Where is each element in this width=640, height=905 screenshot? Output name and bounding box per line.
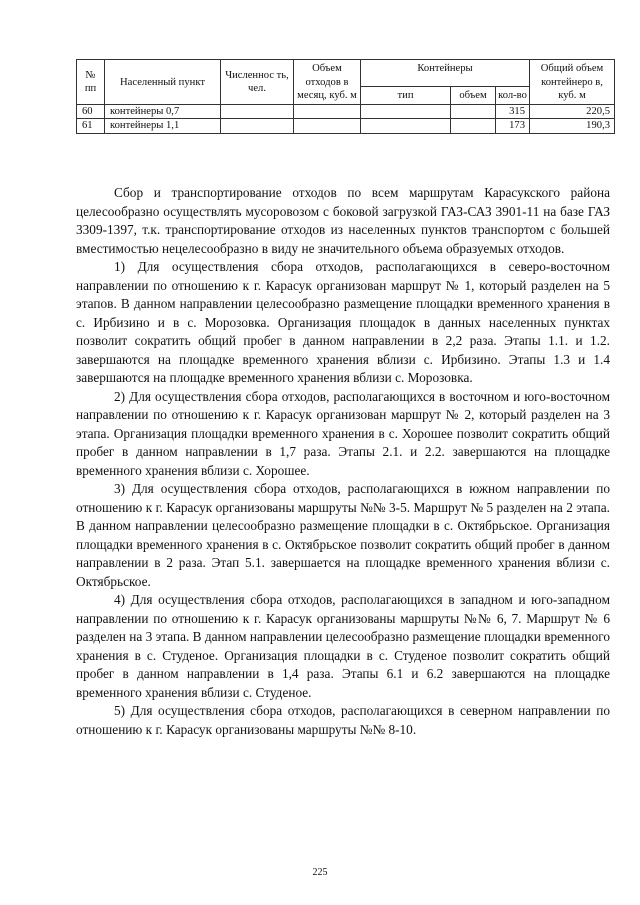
cell-num: 60 bbox=[77, 105, 105, 119]
cell-waste-volume bbox=[294, 119, 361, 133]
header-containers: Контейнеры bbox=[361, 60, 530, 87]
page-number: 225 bbox=[312, 867, 328, 878]
header-settlement: Населенный пункт bbox=[105, 60, 221, 105]
cell-num: 61 bbox=[77, 119, 105, 133]
cell-settlement: контейнеры 0,7 bbox=[105, 105, 221, 119]
header-count: кол-во bbox=[496, 87, 530, 105]
header-total-volume: Общий объем контейнеро в, куб. м bbox=[530, 60, 615, 105]
paragraph-routes-3-5: 3) Для осуществления сбора отходов, располагающихся в южном направлении по отношению к г. Карасук организованы маршруты №№ 3-5. Маршрут № 5 разделен на 2 этапа. В данном направлении целесообразно размещение площадки в с. Октябрьское. Организация площадки временного хранения в с. Октябрьское позволит сократить общий пробег в данном направлении в 2 раза. Этап 5.1. завершается на площадке временного хранения вблизи с. Октябрьское. bbox=[76, 481, 610, 589]
cell-type bbox=[361, 119, 451, 133]
header-num: № пп bbox=[77, 60, 105, 105]
body-text bbox=[76, 184, 610, 739]
cell-settlement: контейнеры 1,1 bbox=[105, 119, 221, 133]
table-row bbox=[77, 119, 615, 133]
paragraph-route-2: 2) Для осуществления сбора отходов, располагающихся в восточном и юго-восточном направлении по отношению к г. Карасук организован маршрут № 2, который разделен на 3 этапа. Организация площадки временного хранения в с. Хорошее позволит сократить общий пробег в данном направлении в 1,7 раза. Этапы 2.1. и 2.2. завершаются на площадке временного хранения вблизи с. Хорошее. bbox=[76, 388, 610, 478]
table-row bbox=[77, 105, 615, 119]
cell-container-volume bbox=[451, 119, 496, 133]
paragraph-intro: Сбор и транспортирование отходов по всем маршрутам Карасукского района целесообразно осуществлять мусоровозом с боковой загрузкой ГАЗ-САЗ 3901-11 на базе ГАЗ 3309-1397, т.к. транспортирование отходов из населенных пунктов транспортом с большей вместимостью нецелесообразно в виду не значительного объема образуемых отходов. bbox=[76, 185, 610, 256]
containers-table bbox=[76, 59, 615, 134]
cell-count: 173 bbox=[496, 119, 530, 133]
cell-container-volume bbox=[451, 105, 496, 119]
paragraph-route-1: 1) Для осуществления сбора отходов, располагающихся в северо-восточном направлении по отношению к г. Карасук организован маршрут № 1, который разделен на 5 этапов. В данном направлении целесообразно размещение площадки временного хранения в с. Ирбизино и в с. Морозовка. Организация площадок в данных населенных пунктах позволит сократить общий пробег в данном направлении в 2,2 раза. Этапы 1.1. и 1.2. завершаются на площадке временного хранения вблизи с. Ирбизино. Этапы 1.3 и 1.4 завершаются на площадке временного хранения вблизи с. Морозовка. bbox=[76, 259, 610, 385]
cell-population bbox=[221, 105, 294, 119]
header-type: тип bbox=[361, 87, 451, 105]
cell-total-volume: 220,5 bbox=[530, 105, 615, 119]
paragraph-routes-6-7: 4) Для осуществления сбора отходов, располагающихся в западном и юго-западном направлении по отношению к г. Карасук организованы маршруты №№ 6, 7. Маршрут № 6 разделен на 3 этапа. В данном направлении целесообразно размещение площадки временного хранения в с. Студеное. Организация площадки в с. Студеное позволит сократить общий пробег в данном направлении в 1,4 раза. Этапы 6.1 и 6.2 завершаются на площадке временного хранения вблизи с. Студеное. bbox=[76, 592, 610, 700]
cell-type bbox=[361, 105, 451, 119]
cell-count: 315 bbox=[496, 105, 530, 119]
cell-total-volume: 190,3 bbox=[530, 119, 615, 133]
header-container-volume: объем bbox=[451, 87, 496, 105]
paragraph-routes-8-10: 5) Для осуществления сбора отходов, располагающихся в северном направлении по отношению к г. Карасук организованы маршруты №№ 8-10. bbox=[76, 703, 610, 737]
header-population: Численнос ть, чел. bbox=[221, 60, 294, 105]
cell-population bbox=[221, 119, 294, 133]
header-waste-volume: Объем отходов в месяц, куб. м bbox=[294, 60, 361, 105]
cell-waste-volume bbox=[294, 105, 361, 119]
